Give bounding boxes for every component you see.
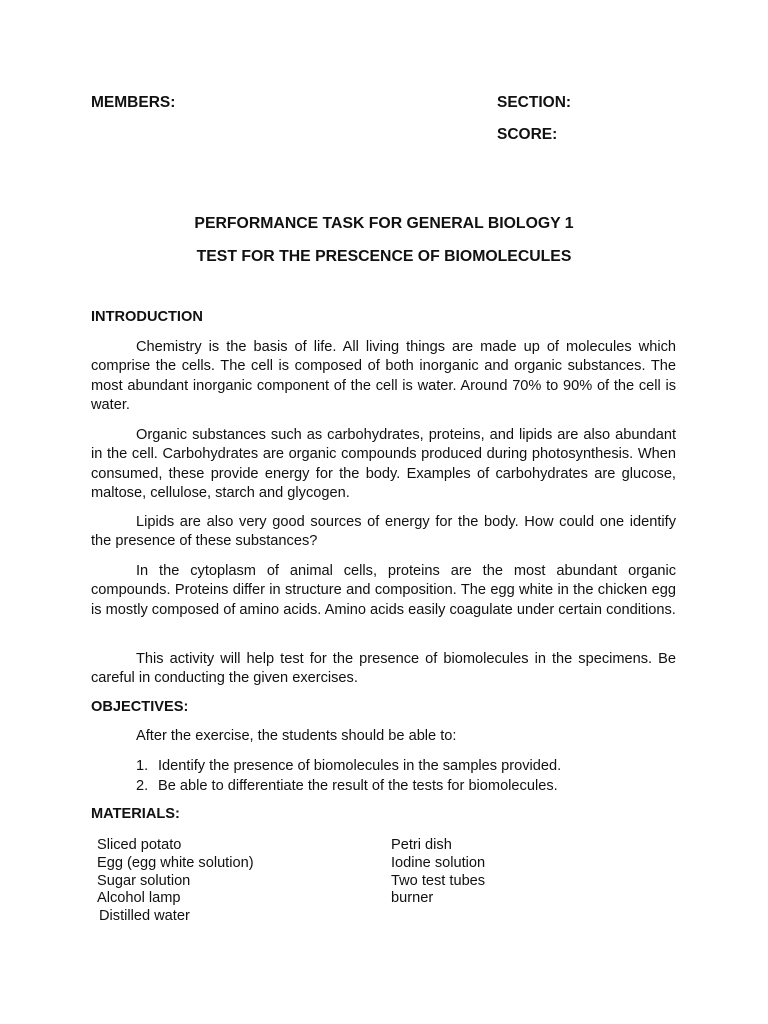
document-subtitle: TEST FOR THE PRESCENCE OF BIOMOLECULES (196, 248, 572, 265)
intro-paragraph-4: In the cytoplasm of animal cells, proteins are the most abundant organic compounds. Proteins differ in structure and composition. The egg white in the chicken egg is mostly composed of amino acids. Amino acids easily coagulate under certain conditions. (91, 563, 676, 618)
objectives-heading: OBJECTIVES: (91, 699, 189, 715)
material-item: burner (391, 890, 434, 907)
material-item: Egg (egg white solution) (97, 854, 254, 871)
introduction-heading: INTRODUCTION (91, 309, 203, 325)
members-label: MEMBERS: (91, 94, 176, 111)
objective-number: 1. (136, 758, 149, 774)
objective-number: 2. (136, 777, 149, 794)
objective-text: Identify the presence of biomolecules in the samples provided. (158, 758, 562, 774)
intro-paragraph-2: Organic substances such as carbohydrates, proteins, and lipids are also abundant in the cell. Carbohydrates are organic compounds produced during photosynthesis. When consumed, these provide energy for the body. Examples of carbohydrates are glucose, maltose, cellulose, starch and glycogen. (91, 427, 676, 501)
objective-text: Be able to differentiate the result of the tests for biomolecules. (158, 777, 558, 794)
material-item: Two test tubes (391, 872, 486, 889)
materials-list-right (391, 837, 485, 908)
intro-paragraph-5: This activity will help test for the presence of biomolecules in the specimens. Be careful in conducting the given exercises. (91, 651, 676, 687)
materials-heading: MATERIALS: (91, 806, 180, 822)
score-label: SCORE: (497, 126, 558, 143)
intro-paragraph-1: Chemistry is the basis of life. All living things are made up of molecules which comprise the cells. The cell is composed of both inorganic and organic substances. The most abundant inorganic component of the cell is water. Around 70% to 90% of the cell is water. (91, 339, 676, 413)
material-item: Iodine solution (391, 854, 486, 871)
material-item: Sliced potato (97, 837, 182, 853)
objective-item (136, 777, 561, 797)
section-label: SECTION: (497, 94, 572, 111)
objective-item (136, 757, 561, 777)
materials-list-left (97, 837, 254, 926)
material-item: Distilled water (99, 908, 190, 925)
objectives-lead: After the exercise, the students should be able to: (136, 728, 457, 744)
document-title: PERFORMANCE TASK FOR GENERAL BIOLOGY 1 (194, 215, 574, 232)
material-item: Petri dish (391, 837, 452, 853)
material-item: Alcohol lamp (97, 890, 181, 907)
intro-paragraph-3: Lipids are also very good sources of energy for the body. How could one identify the presence of these substances? (91, 514, 676, 550)
material-item: Sugar solution (97, 872, 191, 889)
objectives-list (136, 757, 561, 796)
